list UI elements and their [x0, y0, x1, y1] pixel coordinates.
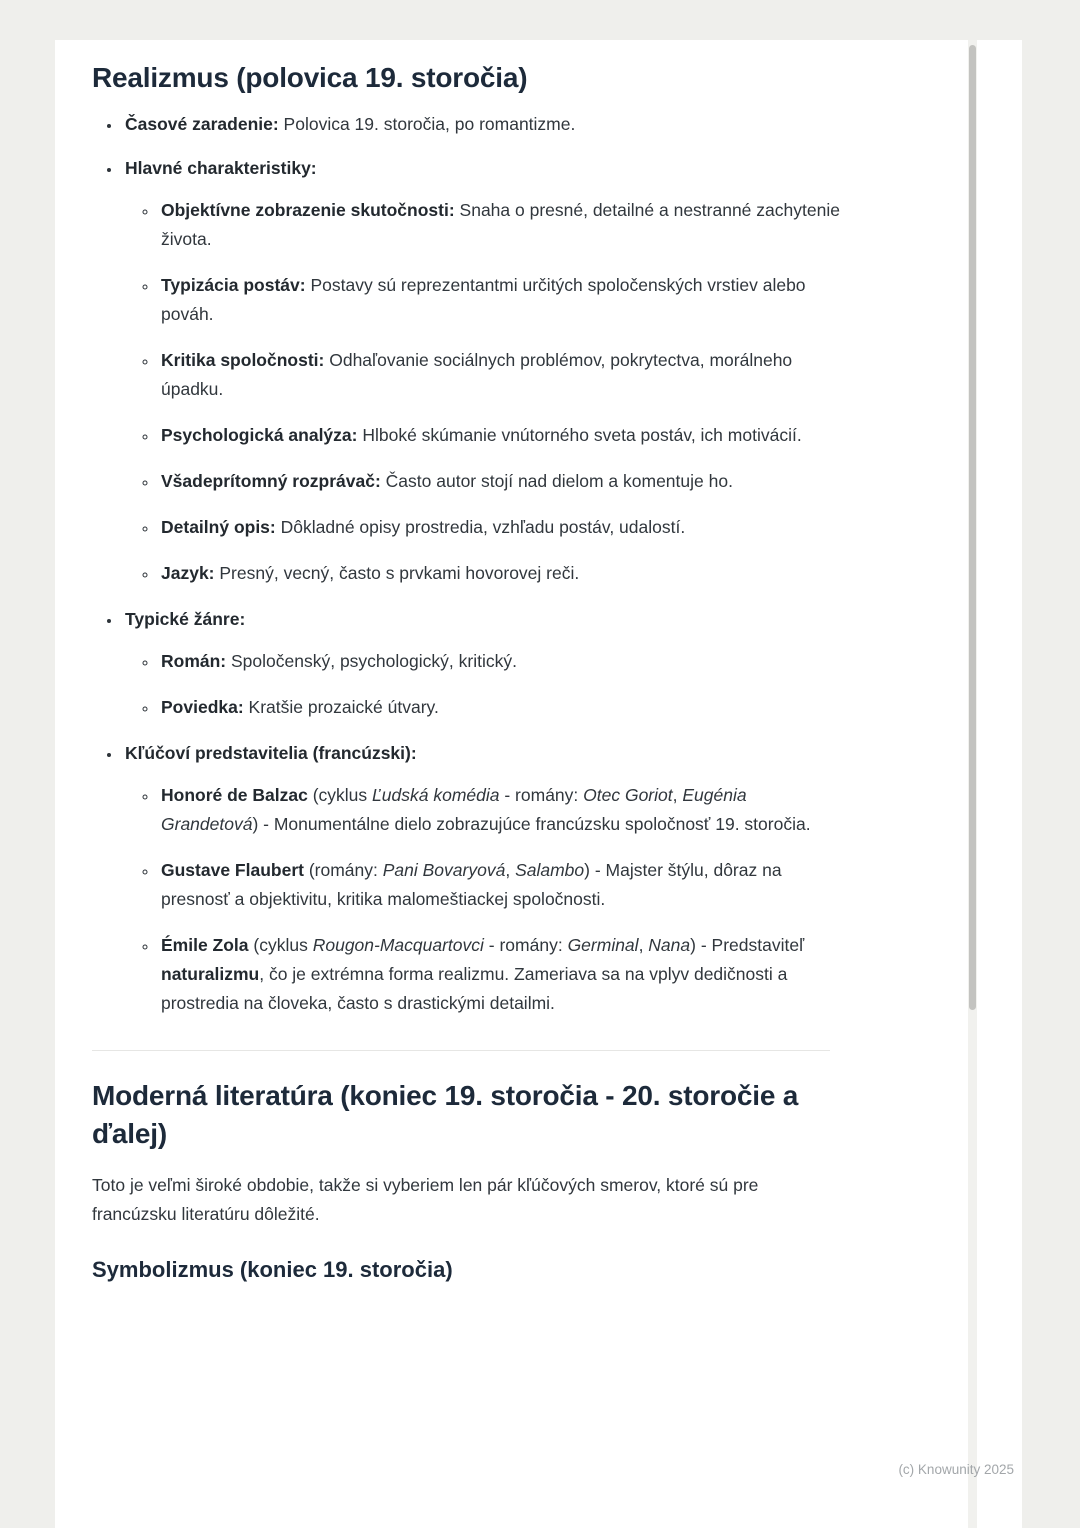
text-run: (cyklus: [248, 935, 313, 955]
bold-text-run: Émile Zola: [161, 935, 249, 955]
text-run: Dôkladné opisy prostredia, vzhľadu postáv, udalostí.: [275, 517, 686, 537]
list-item: [158, 467, 842, 496]
bold-text-run: Psychologická analýza:: [161, 425, 358, 445]
list-item: [122, 739, 842, 1018]
section-divider: [92, 1050, 830, 1051]
text-run: - romány:: [499, 785, 584, 805]
bold-text-run: Hlavné charakteristiky:: [125, 158, 317, 178]
sub-list: [125, 781, 842, 1018]
bold-text-run: Typické žánre:: [125, 609, 246, 629]
bold-text-run: Gustave Flaubert: [161, 860, 304, 880]
list-item: [158, 346, 842, 404]
text-run: (romány:: [303, 860, 383, 880]
italic-text-run: Otec Goriot: [583, 785, 673, 805]
text-run: (cyklus: [307, 785, 373, 805]
text-run: Spoločenský, psychologický, kritický.: [226, 651, 517, 671]
list-item: [158, 931, 842, 1018]
bold-text-run: naturalizmu: [161, 964, 260, 984]
realizmus-list: [92, 110, 842, 1018]
bold-text-run: Všadeprítomný rozprávač:: [161, 471, 381, 491]
sub-list: [125, 196, 842, 588]
subsection-title-symbolizmus: Symbolizmus (koniec 19. storočia): [92, 1257, 453, 1282]
italic-text-run: Salambo: [515, 860, 585, 880]
text-run: Postavy sú reprezentantmi určitých spoločenských vrstiev alebo pováh.: [161, 275, 806, 324]
list-item: [158, 856, 842, 914]
scrollbar-track[interactable]: [968, 40, 977, 1528]
text-run: ,: [505, 860, 516, 880]
italic-text-run: Germinal: [567, 935, 639, 955]
list-item: [158, 271, 842, 329]
list-item: [158, 421, 842, 450]
list-item: [122, 110, 842, 139]
list-item: [158, 513, 842, 542]
text-run: ) - Predstaviteľ: [690, 935, 805, 955]
text-run: - romány:: [483, 935, 568, 955]
bold-text-run: Poviedka:: [161, 697, 244, 717]
bold-text-run: Jazyk:: [161, 563, 215, 583]
bold-text-run: Honoré de Balzac: [161, 785, 308, 805]
list-item: [158, 647, 842, 676]
text-run: ) - Monumentálne dielo zobrazujúce francúzsku spoločnosť 19. storočia.: [252, 814, 811, 834]
text-run: Odhaľovanie sociálnych problémov, pokrytectva, morálneho úpadku.: [161, 350, 793, 399]
bold-text-run: Kritika spoločnosti:: [161, 350, 325, 370]
list-item: [122, 154, 842, 588]
section-title-moderna-literatura: Moderná literatúra (koniec 19. storočia - 20. storočie a ďalej): [92, 1080, 799, 1149]
bold-text-run: Román:: [161, 651, 227, 671]
italic-text-run: Nana: [648, 935, 691, 955]
list-item: [122, 605, 842, 722]
bold-text-run: Časové zaradenie:: [125, 114, 279, 134]
list-item: [158, 196, 842, 254]
scrollbar-thumb[interactable]: [969, 45, 976, 1010]
text-run: Kratšie prozaické útvary.: [243, 697, 439, 717]
text-run: Presný, vecný, často s prvkami hovorovej reči.: [214, 563, 580, 583]
document-content: [92, 60, 842, 1285]
italic-text-run: Pani Bovaryová: [382, 860, 506, 880]
intro-paragraph: Toto je veľmi široké obdobie, takže si vyberiem len pár kľúčových smerov, ktoré sú pre francúzsku literatúru dôležité.: [92, 1175, 759, 1224]
bold-text-run: Typizácia postáv:: [161, 275, 306, 295]
italic-text-run: Rougon-Macquartovci: [312, 935, 484, 955]
bold-text-run: Detailný opis:: [161, 517, 276, 537]
text-run: ,: [672, 785, 683, 805]
list-item: [158, 693, 842, 722]
italic-text-run: Ľudská komédia: [372, 785, 500, 805]
document-page: [55, 40, 1022, 1528]
section-title-realizmus: Realizmus (polovica 19. storočia): [92, 62, 528, 93]
bold-text-run: Objektívne zobrazenie skutočnosti:: [161, 200, 455, 220]
watermark-text: (c) Knowunity 2025: [898, 1462, 1014, 1477]
text-run: Snaha o presné, detailné a nestranné zachytenie života.: [161, 200, 840, 249]
text-run: ,: [638, 935, 649, 955]
text-run: Polovica 19. storočia, po romantizme.: [278, 114, 576, 134]
list-item: [158, 559, 842, 588]
bold-text-run: Kľúčoví predstavitelia (francúzski):: [125, 743, 417, 763]
text-run: Často autor stojí nad dielom a komentuje ho.: [380, 471, 733, 491]
list-item: [158, 781, 842, 839]
italic-text-run: Eugénia Grandetová: [161, 785, 747, 834]
text-run: ) - Majster štýlu, dôraz na presnosť a objektivitu, kritika malomeštiackej spoločnosti.: [161, 860, 782, 909]
text-run: , čo je extrémna forma realizmu. Zameriava sa na vplyv dedičnosti a prostredia na človeka, často s drastickými detailmi.: [161, 964, 788, 1013]
sub-list: [125, 647, 842, 722]
text-run: Hlboké skúmanie vnútorného sveta postáv, ich motivácií.: [357, 425, 802, 445]
